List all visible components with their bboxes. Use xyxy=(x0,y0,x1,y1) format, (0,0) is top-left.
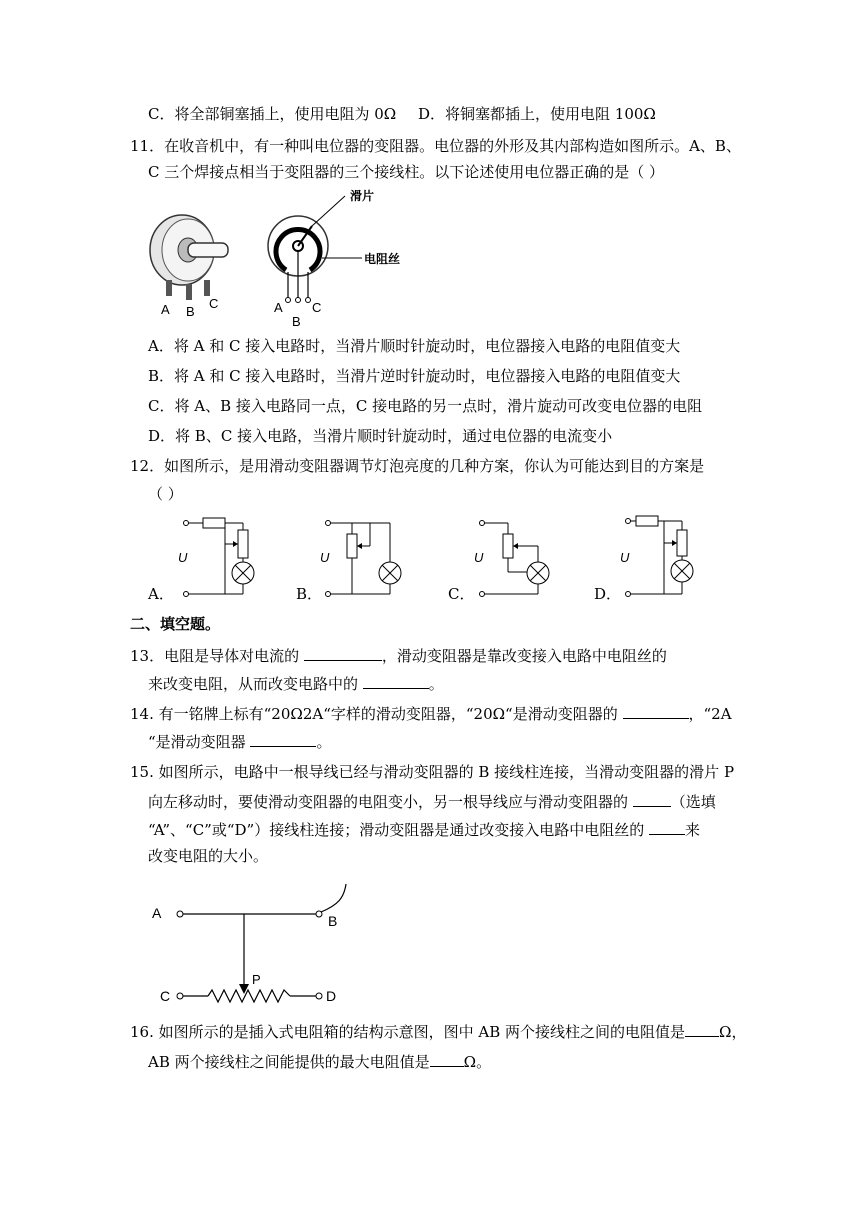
slider-p-label: P xyxy=(252,972,261,987)
circuit-d xyxy=(612,510,712,602)
q12-label-a: A． xyxy=(148,585,174,603)
q15-blank1[interactable] xyxy=(633,790,671,807)
potentiometer-figure xyxy=(140,188,430,333)
exterior-label-a: A xyxy=(161,302,170,317)
q13-part4: 。 xyxy=(428,675,444,693)
q11-option-c: C．将 A、B 接入电路同一点，C 接电路的另一点时，滑片旋动可改变电位器的电阻 xyxy=(148,397,703,415)
q16-part4: Ω。 xyxy=(463,1053,492,1071)
q14-part4: 。 xyxy=(316,733,332,751)
q13-line2 xyxy=(148,672,444,694)
q13-blank2[interactable] xyxy=(363,672,429,689)
q16-part1: 16. 如图所示的是插入式电阻箱的结构示意图，图中 AB 两个接线柱之间的电阻值是 xyxy=(130,1023,686,1041)
q15-blank2[interactable] xyxy=(649,818,685,835)
q14-part1: 14. 有一铭牌上标有“20Ω2A“字样的滑动变阻器，“20Ω“是滑动变阻器的 xyxy=(130,705,618,723)
q15-line4: 改变电阻的大小。 xyxy=(148,847,269,865)
resistance-wire-label: 电阻丝 xyxy=(364,252,401,266)
voltage-label-d: U xyxy=(620,550,630,565)
q15-line3 xyxy=(148,818,700,840)
q14-part2: ，“2A xyxy=(688,705,732,723)
q10-option-d: D．将铜塞都插上，使用电阻 100Ω xyxy=(418,105,656,123)
q15-part1: 向左移动时，要使滑动变阻器的电阻变小，另一根导线应与滑动变阻器的 xyxy=(148,793,629,811)
interior-label-b: B xyxy=(292,314,301,329)
q11-stem-line2: C 三个焊接点相当于变阻器的三个接线柱。以下论述使用电位器正确的是（ ） xyxy=(148,163,665,181)
q11-option-a: A．将 A 和 C 接入电路时，当滑片顺时针旋动时，电位器接入电路的电阻值变大 xyxy=(148,337,681,355)
terminal-label-d: D xyxy=(326,988,337,1004)
q13-blank1[interactable] xyxy=(304,644,382,661)
q15-part2: （选填 xyxy=(670,793,716,811)
q16-blank2[interactable] xyxy=(430,1050,464,1067)
q12-label-c: C． xyxy=(448,585,475,603)
interior-label-c: C xyxy=(312,300,322,315)
circuit-a xyxy=(170,512,280,602)
sliding-rheostat-figure xyxy=(148,880,368,1012)
q14-part3: “是滑动变阻器 xyxy=(148,733,246,751)
terminal-label-a: A xyxy=(152,905,162,921)
q15-line2 xyxy=(148,790,716,812)
q16-blank1[interactable] xyxy=(685,1020,719,1037)
potentiometer-interior xyxy=(268,196,362,303)
q14-blank1[interactable] xyxy=(623,702,689,719)
exterior-label-c: C xyxy=(209,296,219,311)
q15-part4: 来 xyxy=(685,821,701,839)
slider-label: 滑片 xyxy=(350,189,375,203)
potentiometer-exterior xyxy=(150,215,228,300)
terminal-label-b: B xyxy=(328,913,338,929)
q12-label-d: D． xyxy=(594,585,622,603)
q13-line1 xyxy=(130,644,667,666)
q11-option-d: D．将 B、C 接入电路，当滑片顺时针旋动时，通过电位器的电流变小 xyxy=(148,427,613,445)
interior-label-a: A xyxy=(274,300,283,315)
q10-option-c: C．将全部铜塞插上，使用电阻为 0Ω xyxy=(148,105,397,123)
q14-line2 xyxy=(148,730,331,752)
q11-option-b: B．将 A 和 C 接入电路时，当滑片逆时针旋动时，电位器接入电路的电阻值变大 xyxy=(148,367,681,385)
voltage-label-c: U xyxy=(474,550,484,565)
voltage-label-b: U xyxy=(320,550,330,565)
section-heading-fill-blank: 二、填空题。 xyxy=(130,615,221,633)
q15-line1: 15. 如图所示，电路中一根导线已经与滑动变阻器的 B 接线柱连接，当滑动变阻器的滑片 P xyxy=(130,763,735,781)
q13-part2: ，滑动变阻器是靠改变接入电路中电阻丝的 xyxy=(381,647,667,665)
q11-stem-line1: 11．在收音机中，有一种叫电位器的变阻器。电位器的外形及其内部构造如图所示。A、B、 xyxy=(130,137,741,155)
q13-part3: 来改变电阻，从而改变电路中的 xyxy=(148,675,359,693)
q14-line1 xyxy=(130,702,732,724)
q13-part1: 13．电阻是导体对电流的 xyxy=(130,647,300,665)
circuit-b xyxy=(312,512,412,602)
q12-label-b: B． xyxy=(296,585,323,603)
q16-line2 xyxy=(148,1050,491,1072)
q12-stem-line1: 12．如图所示，是用滑动变阻器调节灯泡亮度的几种方案，你认为可能达到目的方案是 xyxy=(130,457,705,475)
q14-blank2[interactable] xyxy=(250,730,316,747)
circuit-c xyxy=(466,512,566,602)
exterior-label-b: B xyxy=(186,304,195,319)
terminal-label-c: C xyxy=(160,988,171,1004)
q12-stem-line2: （ ） xyxy=(148,485,183,503)
q16-line1 xyxy=(130,1020,746,1042)
voltage-label-a: U xyxy=(178,550,188,565)
q16-part2: Ω， xyxy=(719,1023,747,1041)
q15-part3: “A”、“C”或“D”）接线柱连接；滑动变阻器是通过改变接入电路中电阻丝的 xyxy=(148,821,645,839)
q16-part3: AB 两个接线柱之间能提供的最大电阻值是 xyxy=(148,1053,430,1071)
